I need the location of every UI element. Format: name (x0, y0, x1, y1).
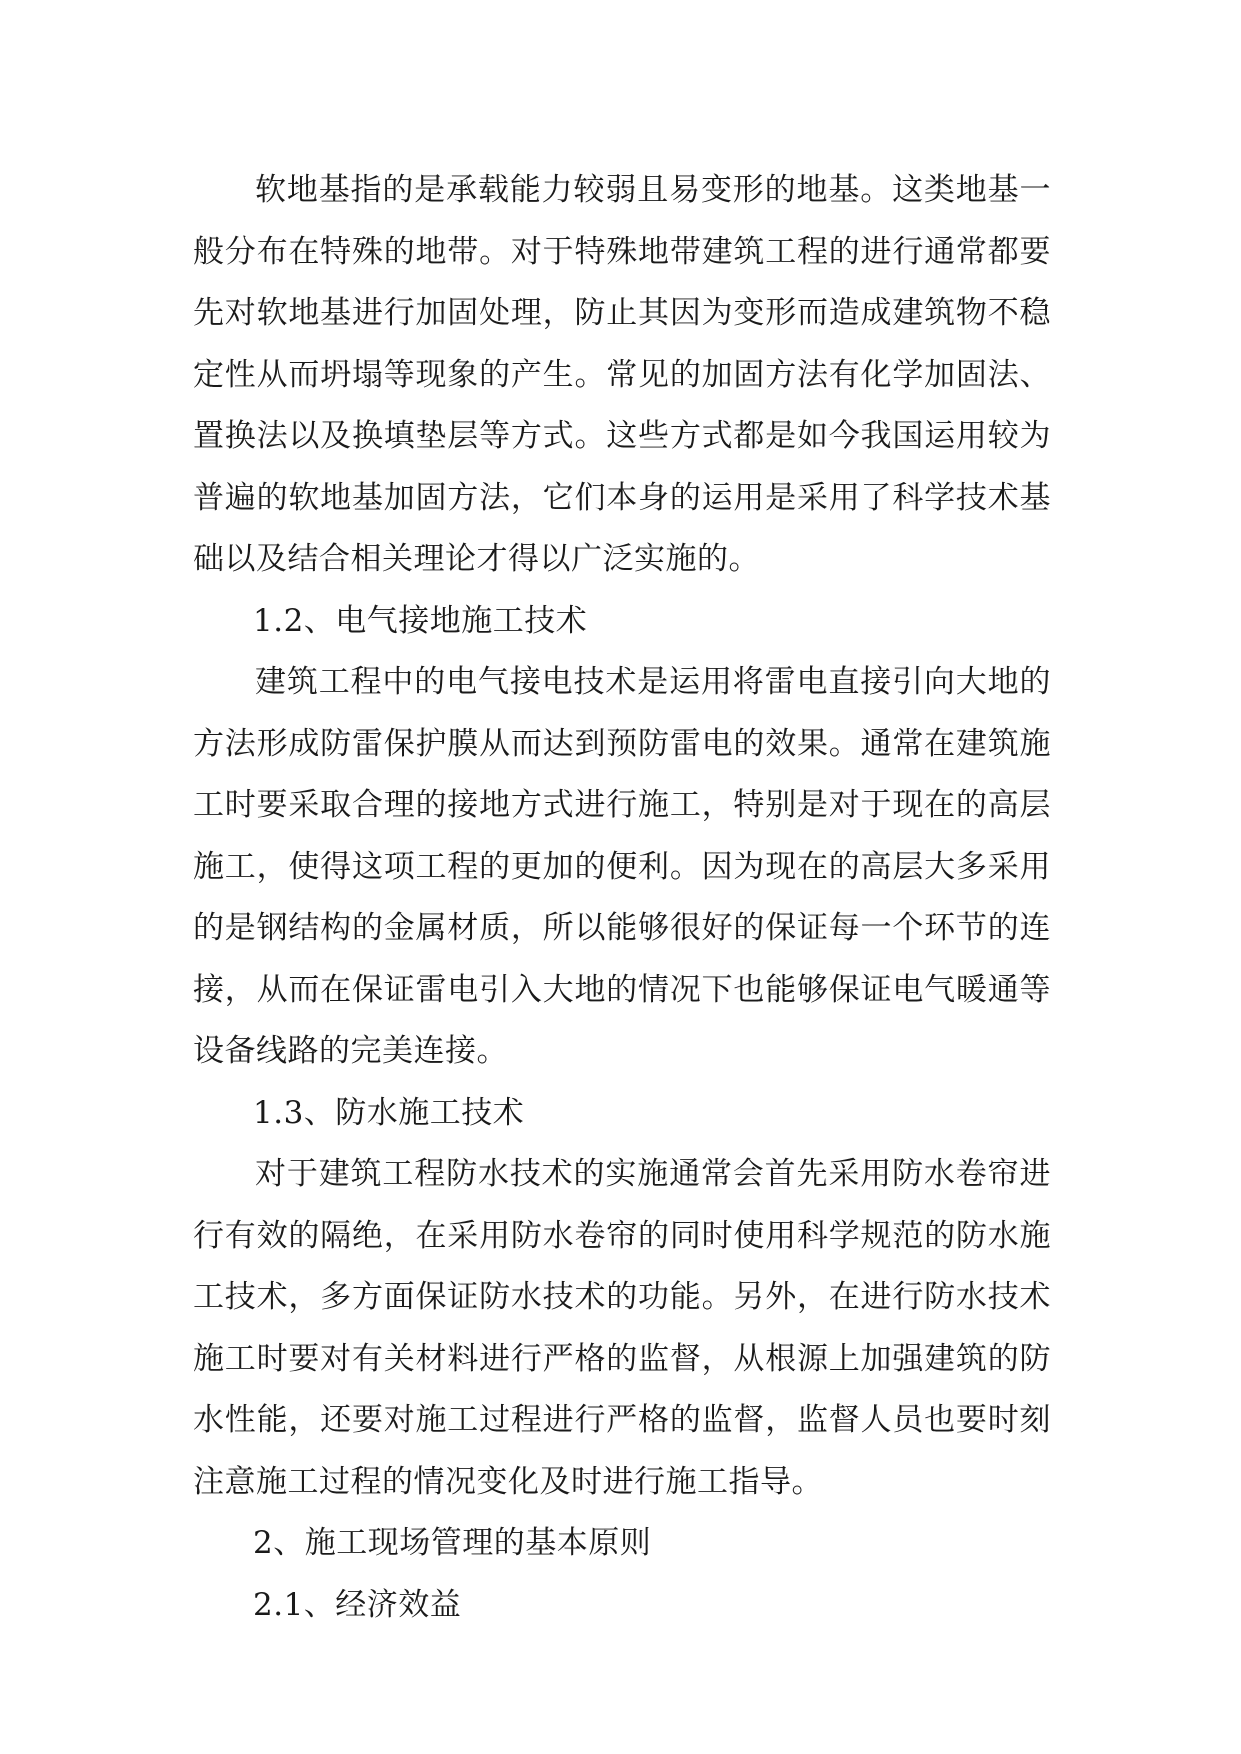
paragraph-electrical-grounding: 建筑工程中的电气接电技术是运用将雷电直接引向大地的方法形成防雷保护膜从而达到预防雷电的效果。通常在建筑施工时要采取合理的接地方式进行施工，特别是对于现在的高层施工，使得这项工程的更加的便利。因为现在的高层大多采用的是钢结构的金属材质，所以能够很好的保证每一个环节的连接，从而在保证雷电引入大地的情况下也能够保证电气暖通等设备线路的完美连接。 (193, 664, 1051, 1069)
heading-2: 2、施工现场管理的基本原则 (253, 1525, 652, 1561)
document-body (193, 160, 1051, 1636)
paragraph-soft-foundation: 软地基指的是承载能力较弱且易变形的地基。这类地基一般分布在特殊的地带。对于特殊地带建筑工程的进行通常都要先对软地基进行加固处理，防止其因为变形而造成建筑物不稳定性从而坍塌等现象的产生。常见的加固方法有化学加固法、置换法以及换填垫层等方式。这些方式都是如今我国运用较为普遍的软地基加固方法，它们本身的运用是采用了科学技术基础以及结合相关理论才得以广泛实施的。 (193, 172, 1051, 577)
heading-1-2: 1.2、电气接地施工技术 (253, 602, 588, 639)
heading-1-3: 1.3、防水施工技术 (253, 1094, 525, 1131)
heading-2-1: 2.1、经济效益 (253, 1586, 462, 1623)
paragraph-waterproofing: 对于建筑工程防水技术的实施通常会首先采用防水卷帘进行有效的隔绝，在采用防水卷帘的同时使用科学规范的防水施工技术，多方面保证防水技术的功能。另外，在进行防水技术施工时要对有关材料进行严格的监督，从根源上加强建筑的防水性能，还要对施工过程进行严格的监督，监督人员也要时刻注意施工过程的情况变化及时进行施工指导。 (193, 1156, 1051, 1500)
